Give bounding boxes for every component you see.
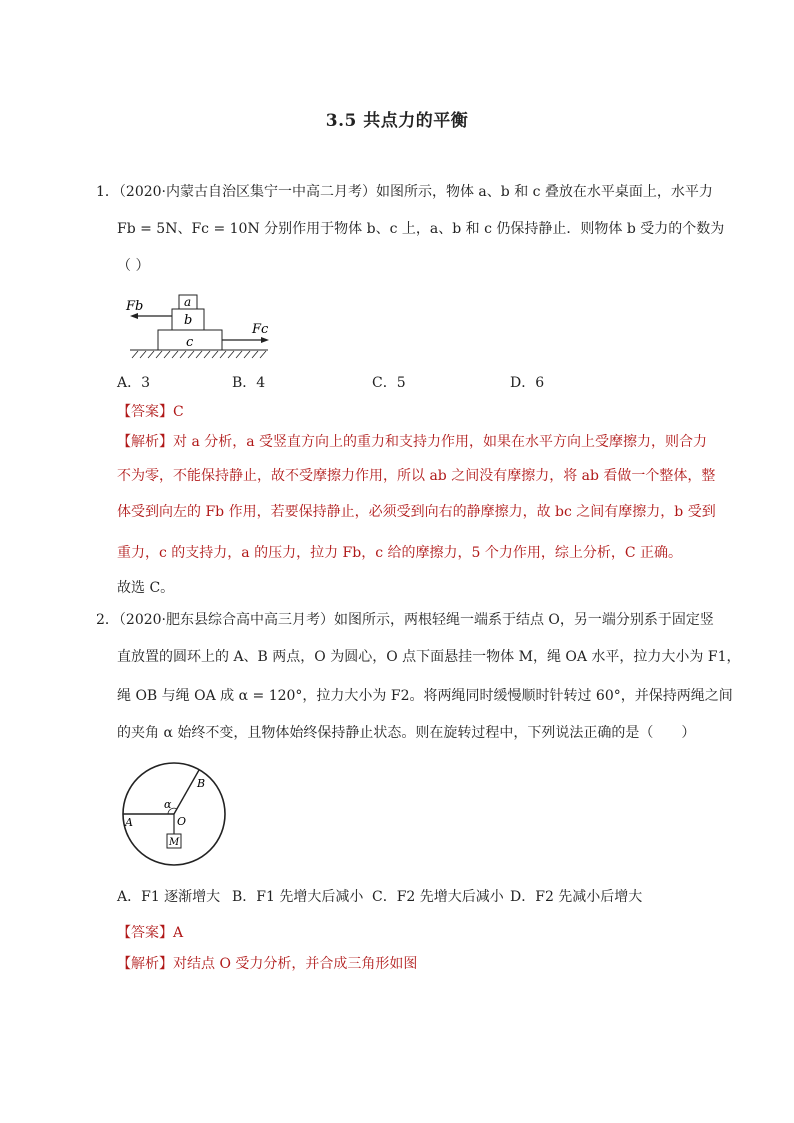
- page-title: 3.5 共点力的平衡: [325, 111, 469, 131]
- q1-analysis-line-2: 不为零，不能保持静止，故不受摩擦力作用，所以 ab 之间没有摩擦力，将 ab 看做一个整体，整: [117, 468, 716, 484]
- q1-option-b: B．4: [232, 375, 266, 391]
- label-a-point: A: [125, 816, 133, 829]
- label-alpha: α: [164, 798, 172, 811]
- q1-option-c: C．5: [372, 375, 406, 391]
- q1-stem-line-3: （ ）: [117, 258, 150, 274]
- q2-stem-line-4: 的夹角 α 始终不变，且物体始终保持静止状态。则在旋转过程中，下列说法正确的是（ ）: [117, 725, 696, 741]
- q1-analysis-line-3: 体受到向左的 Fb 作用，若要保持静止，必须受到向右的静摩擦力，故 bc 之间有摩擦力，b 受到: [117, 504, 716, 520]
- q1-stem-line-2: Fb = 5N、Fc = 10N 分别作用于物体 b、c 上，a、b 和 c 仍保持静止．则物体 b 受力的个数为: [117, 221, 725, 237]
- q2-answer: 【答案】A: [117, 925, 184, 941]
- label-fb: Fb: [126, 299, 144, 314]
- label-b: b: [184, 313, 193, 328]
- q1-analysis-line-1: 【解析】对 a 分析，a 受竖直方向上的重力和支持力作用，如果在水平方向上受摩擦力，则合力: [117, 434, 708, 450]
- q2-stem-line-2: 直放置的圆环上的 A、B 两点，O 为圆心，O 点下面悬挂一物体 M，绳 OA 水平，拉力大小为 F1，: [117, 649, 741, 665]
- q1-answer: 【答案】C: [117, 404, 184, 420]
- q2-stem-line-1: 2．（2020·肥东县综合高中高三月考）如图所示，两根轻绳一端系于结点 O，另一端分别系于固定竖: [96, 612, 714, 628]
- q2-stem-line-3: 绳 OB 与绳 OA 成 α = 120°，拉力大小为 F2。将两绳同时缓慢顺时针转过 60°，并保持两绳之间: [117, 688, 733, 704]
- q1-option-d: D．6: [510, 375, 545, 391]
- q2-option-d: D．F2 先减小后增大: [510, 889, 643, 905]
- q1-figure-stacked-blocks: [118, 288, 278, 364]
- label-a: a: [184, 295, 192, 309]
- label-m: M: [169, 837, 180, 848]
- label-b-point: B: [197, 777, 206, 790]
- q2-option-c: C．F2 先增大后减小: [372, 889, 504, 905]
- label-c: c: [186, 335, 194, 350]
- label-o: O: [177, 815, 187, 828]
- q1-option-a: A．3: [117, 375, 151, 391]
- q1-analysis-line-4: 重力，c 的支持力，a 的压力，拉力 Fb，c 给的摩擦力，5 个力作用，综上分析，C 正确。: [117, 545, 683, 561]
- q2-analysis: 【解析】对结点 O 受力分析，并合成三角形如图: [117, 956, 418, 972]
- q2-option-a: A．F1 逐渐增大: [117, 889, 221, 905]
- label-fc: Fc: [252, 322, 269, 337]
- q2-figure-ring: [118, 758, 230, 870]
- q2-option-b: B．F1 先增大后减小: [232, 889, 364, 905]
- q1-stem-line-1: 1．（2020·内蒙古自治区集宁一中高二月考）如图所示，物体 a、b 和 c 叠放在水平桌面上，水平力: [96, 184, 713, 200]
- q1-conclusion: 故选 C。: [117, 580, 175, 596]
